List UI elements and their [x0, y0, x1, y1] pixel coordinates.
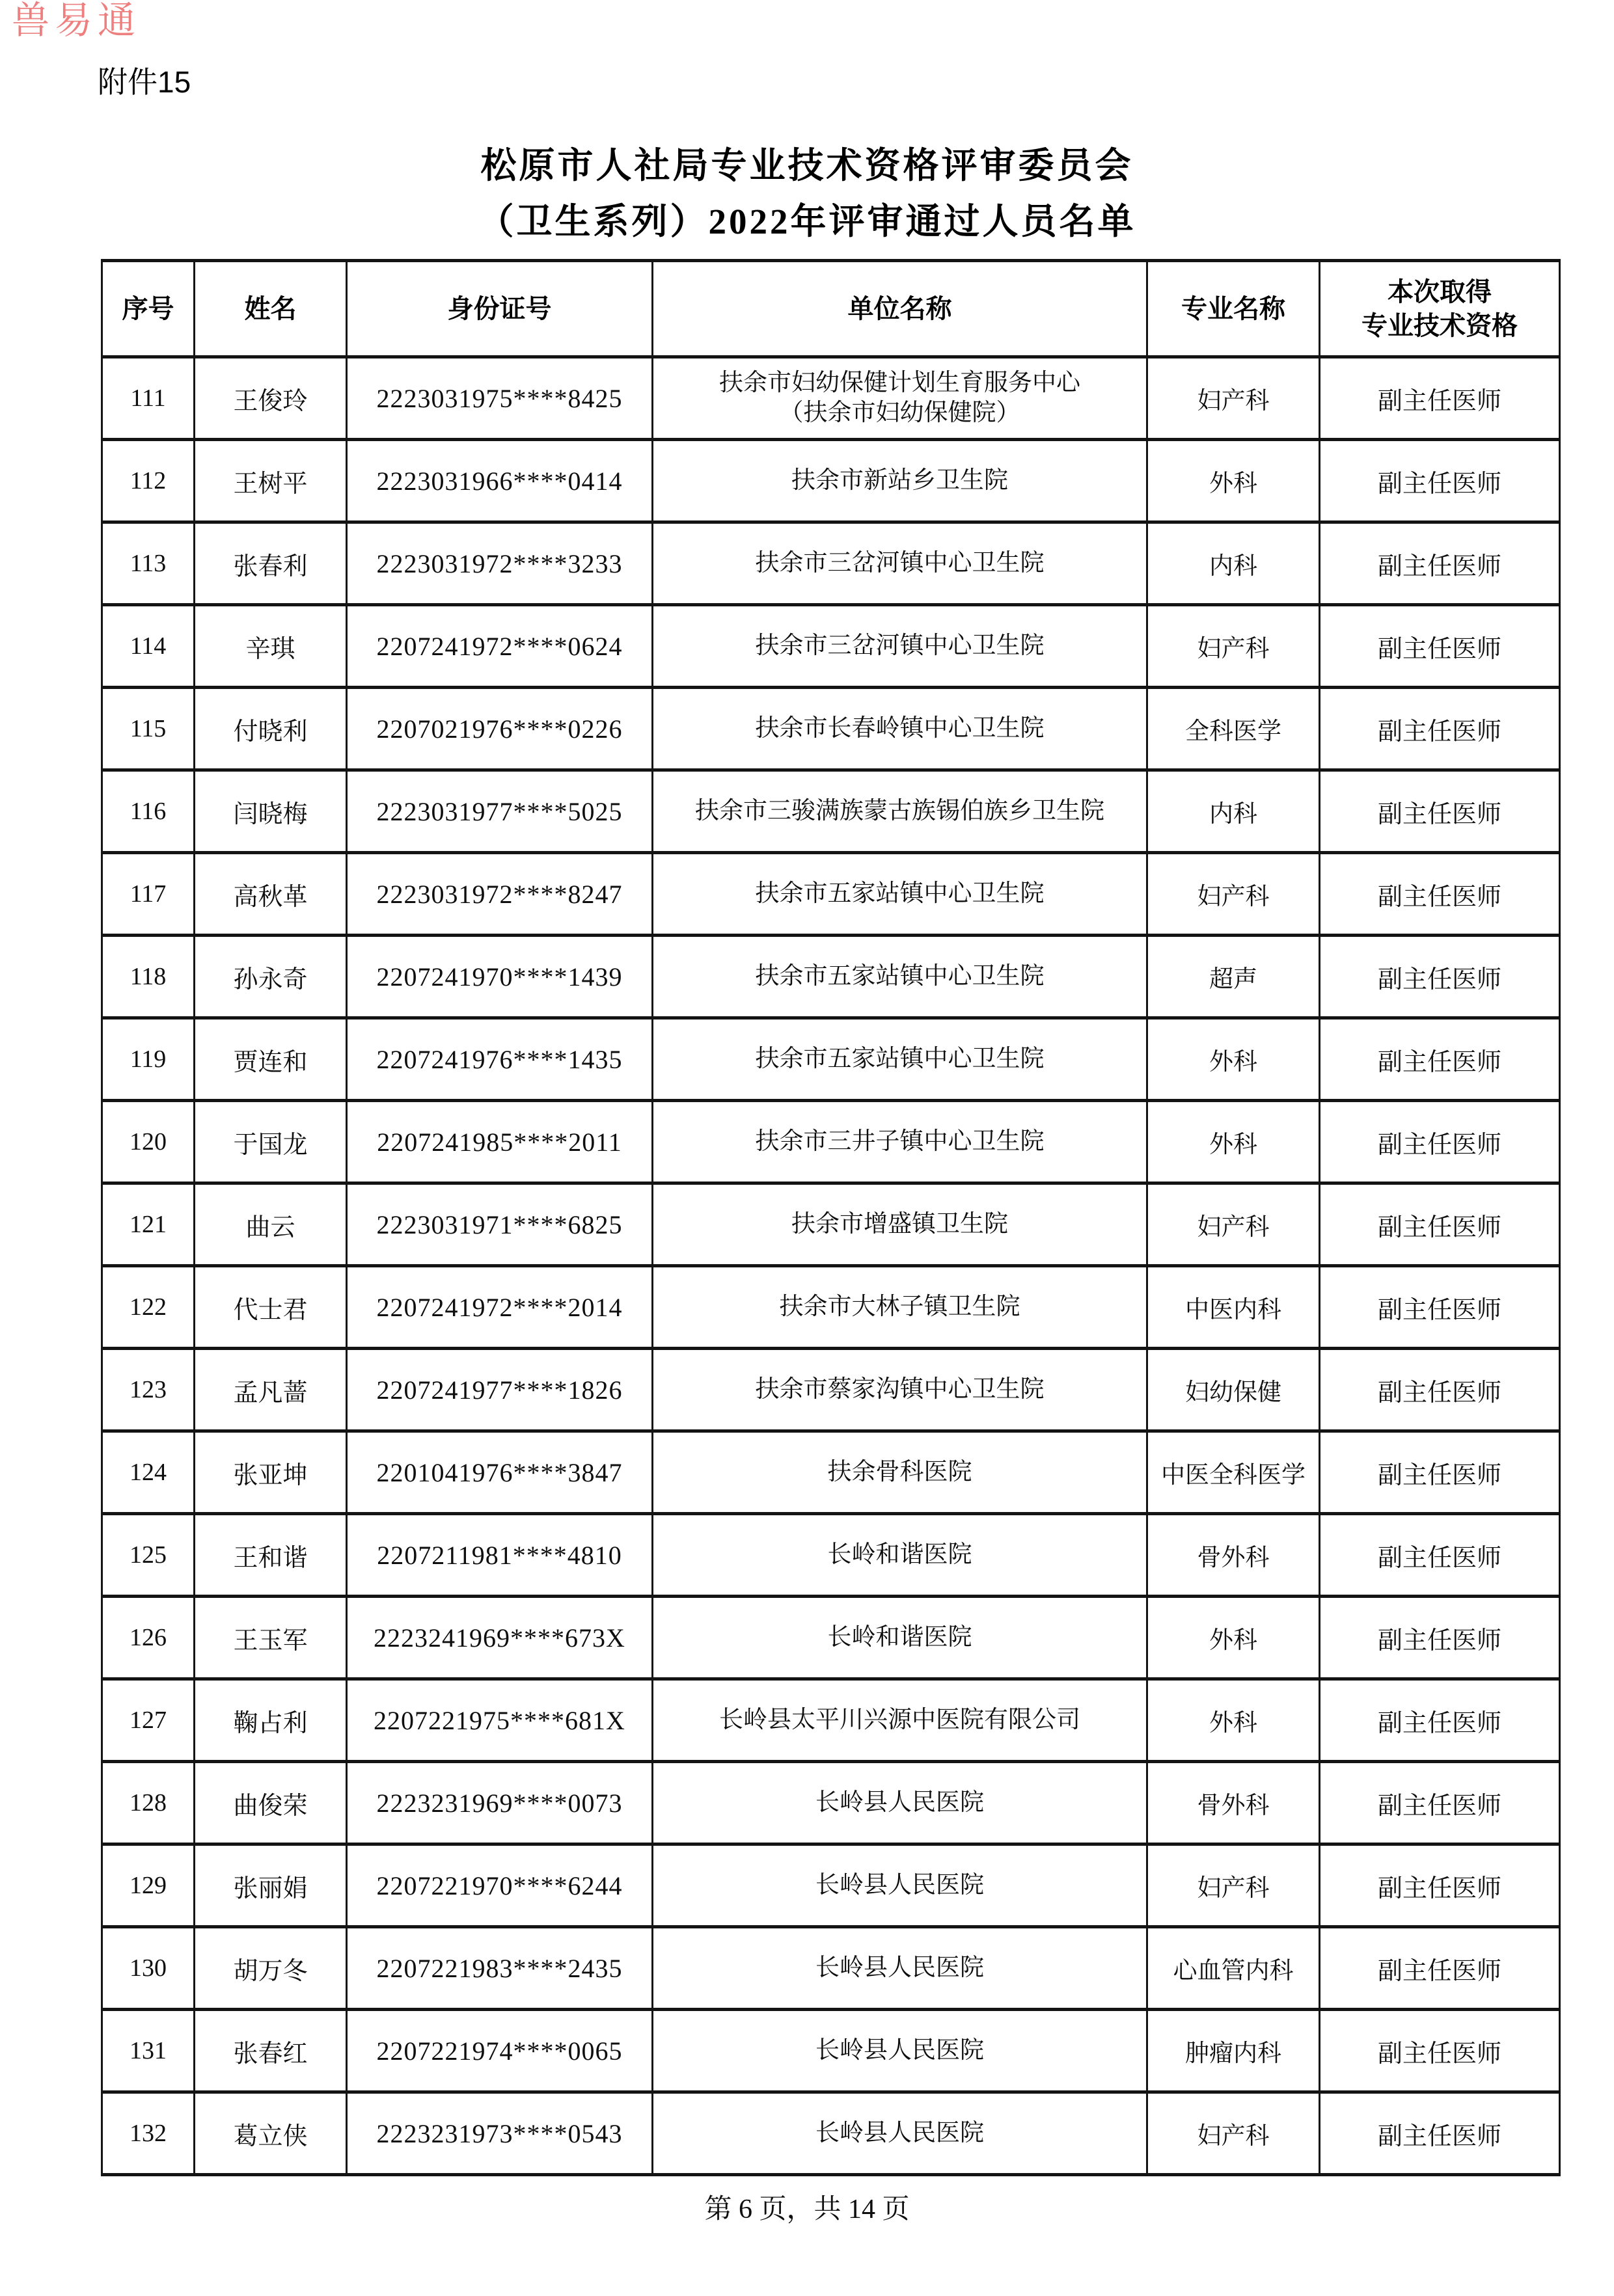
table-row: [102, 853, 1560, 936]
cell-specialty: 中医全科医学: [1147, 1431, 1320, 1514]
cell-id-number: 2207021976****0226: [347, 688, 653, 770]
cell-id-number: 2207221974****0065: [347, 2010, 653, 2092]
cell-unit: [653, 2092, 1147, 2175]
cell-serial: 119: [102, 1018, 195, 1101]
cell-qualification: 副主任医师: [1320, 1431, 1560, 1514]
cell-id-number: 2207221975****681X: [347, 1679, 653, 1762]
table-row: [102, 1018, 1560, 1101]
cell-specialty: 妇幼保健: [1147, 1349, 1320, 1431]
cell-specialty: 妇产科: [1147, 1844, 1320, 1927]
cell-id-number: 2223231973****0543: [347, 2092, 653, 2175]
cell-qualification: 副主任医师: [1320, 853, 1560, 936]
cell-name: 张春红: [195, 2010, 347, 2092]
cell-name: 曲俊荣: [195, 1762, 347, 1844]
attachment-label: 附件15: [98, 65, 191, 99]
unit-name-line1: 扶余市三岔河镇中心卫生院: [755, 632, 1045, 659]
cell-serial: 122: [102, 1266, 195, 1349]
cell-name: 张亚坤: [195, 1431, 347, 1514]
cell-qualification: 副主任医师: [1320, 1018, 1560, 1101]
unit-name-line1: 扶余市三骏满族蒙古族锡伯族乡卫生院: [695, 797, 1104, 824]
cell-serial: 127: [102, 1679, 195, 1762]
cell-qualification: 副主任医师: [1320, 1679, 1560, 1762]
table-row: [102, 1597, 1560, 1679]
cell-name: 闫晓梅: [195, 770, 347, 853]
cell-id-number: 2223031971****6825: [347, 1183, 653, 1266]
cell-name: 高秋革: [195, 853, 347, 936]
table-body: [102, 357, 1560, 2175]
unit-name-line1: 长岭和谐医院: [827, 1541, 972, 1568]
cell-name: 葛立侠: [195, 2092, 347, 2175]
cell-id-number: 2207211981****4810: [347, 1514, 653, 1597]
cell-specialty: 内科: [1147, 770, 1320, 853]
header-qualification-line1: 本次取得: [1388, 277, 1492, 306]
cell-specialty: 心血管内科: [1147, 1927, 1320, 2010]
table-row: [102, 1514, 1560, 1597]
cell-name: 贾连和: [195, 1018, 347, 1101]
cell-qualification: 副主任医师: [1320, 936, 1560, 1018]
cell-unit: [653, 1927, 1147, 2010]
unit-name-line1: 扶余市新站乡卫生院: [791, 466, 1008, 494]
cell-qualification: 副主任医师: [1320, 440, 1560, 522]
cell-unit: [653, 936, 1147, 1018]
cell-specialty: 妇产科: [1147, 1183, 1320, 1266]
cell-specialty: 妇产科: [1147, 853, 1320, 936]
cell-unit: [653, 522, 1147, 605]
unit-name-line1: 扶余骨科医院: [827, 1458, 972, 1485]
cell-qualification: 副主任医师: [1320, 688, 1560, 770]
cell-name: 付晓利: [195, 688, 347, 770]
cell-serial: 120: [102, 1101, 195, 1183]
cell-serial: 125: [102, 1514, 195, 1597]
cell-serial: 132: [102, 2092, 195, 2175]
cell-name: 辛琪: [195, 605, 347, 688]
cell-name: 鞠占利: [195, 1679, 347, 1762]
header-qualification-line2: 专业技术资格: [1361, 310, 1518, 340]
cell-unit: [653, 1101, 1147, 1183]
unit-name-line1: 长岭县人民医院: [815, 2119, 984, 2146]
table-row: [102, 357, 1560, 440]
cell-serial: 116: [102, 770, 195, 853]
table-row: [102, 1927, 1560, 2010]
cell-id-number: 2207241977****1826: [347, 1349, 653, 1431]
cell-id-number: 2223231969****0073: [347, 1762, 653, 1844]
cell-id-number: 2207221970****6244: [347, 1844, 653, 1927]
cell-unit: [653, 1762, 1147, 1844]
cell-unit: [653, 2010, 1147, 2092]
cell-id-number: 2223241969****673X: [347, 1597, 653, 1679]
cell-id-number: 2223031975****8425: [347, 357, 653, 440]
cell-specialty: 外科: [1147, 1018, 1320, 1101]
cell-qualification: 副主任医师: [1320, 1183, 1560, 1266]
cell-name: 张春利: [195, 522, 347, 605]
cell-specialty: 妇产科: [1147, 605, 1320, 688]
table-row: [102, 1431, 1560, 1514]
unit-name-line1: 扶余市五家站镇中心卫生院: [755, 1045, 1045, 1072]
unit-name-line1: 扶余市妇幼保健计划生育服务中心: [719, 369, 1080, 396]
cell-id-number: 2223031966****0414: [347, 440, 653, 522]
unit-name-line1: 长岭县太平川兴源中医院有限公司: [719, 1706, 1080, 1733]
table-row: [102, 1762, 1560, 1844]
cell-qualification: 副主任医师: [1320, 522, 1560, 605]
table-row: [102, 2010, 1560, 2092]
cell-unit: [653, 1183, 1147, 1266]
cell-id-number: 2207241972****2014: [347, 1266, 653, 1349]
document-title-line1: 松原市人社局专业技术资格评审委员会: [480, 146, 1134, 185]
cell-specialty: 外科: [1147, 1597, 1320, 1679]
cell-unit: [653, 1597, 1147, 1679]
cell-unit: [653, 440, 1147, 522]
unit-name-line1: 扶余市三岔河镇中心卫生院: [755, 549, 1045, 576]
cell-specialty: 中医内科: [1147, 1266, 1320, 1349]
cell-serial: 121: [102, 1183, 195, 1266]
cell-specialty: 肿瘤内科: [1147, 2010, 1320, 2092]
cell-id-number: 2207221983****2435: [347, 1927, 653, 2010]
unit-name-line1: 扶余市长春岭镇中心卫生院: [755, 714, 1045, 742]
cell-serial: 128: [102, 1762, 195, 1844]
watermark: 兽易通: [12, 0, 141, 42]
document-title-line2: （卫生系列）2022年评审通过人员名单: [478, 202, 1136, 241]
header-id-number: 身份证号: [347, 261, 653, 357]
cell-id-number: 2201041976****3847: [347, 1431, 653, 1514]
unit-name-line1: 扶余市五家站镇中心卫生院: [755, 962, 1045, 990]
cell-qualification: 副主任医师: [1320, 770, 1560, 853]
cell-unit: [653, 853, 1147, 936]
cell-specialty: 骨外科: [1147, 1762, 1320, 1844]
cell-qualification: 副主任医师: [1320, 1514, 1560, 1597]
cell-specialty: 外科: [1147, 440, 1320, 522]
cell-unit: [653, 1266, 1147, 1349]
table-row: [102, 2092, 1560, 2175]
cell-serial: 114: [102, 605, 195, 688]
header-unit: 单位名称: [653, 261, 1147, 357]
cell-name: 曲云: [195, 1183, 347, 1266]
cell-id-number: 2223031977****5025: [347, 770, 653, 853]
table-row: [102, 1101, 1560, 1183]
unit-name-line1: 长岭县人民医院: [815, 2036, 984, 2064]
cell-id-number: 2207241970****1439: [347, 936, 653, 1018]
unit-name-line1: 扶余市增盛镇卫生院: [791, 1210, 1008, 1237]
cell-qualification: 副主任医师: [1320, 1349, 1560, 1431]
cell-unit: [653, 1679, 1147, 1762]
cell-qualification: 副主任医师: [1320, 2010, 1560, 2092]
cell-unit: [653, 1349, 1147, 1431]
table-row: [102, 440, 1560, 522]
cell-id-number: 2207241985****2011: [347, 1101, 653, 1183]
header-serial: 序号: [102, 261, 195, 357]
cell-name: 孙永奇: [195, 936, 347, 1018]
unit-name-line1: 扶余市大林子镇卫生院: [779, 1293, 1020, 1320]
cell-qualification: 副主任医师: [1320, 1101, 1560, 1183]
cell-serial: 124: [102, 1431, 195, 1514]
cell-qualification: 副主任医师: [1320, 357, 1560, 440]
table-row: [102, 605, 1560, 688]
table-row: [102, 1183, 1560, 1266]
cell-serial: 112: [102, 440, 195, 522]
cell-unit: [653, 770, 1147, 853]
unit-name-line1: 长岭县人民医院: [815, 1789, 984, 1816]
cell-unit: [653, 1018, 1147, 1101]
cell-qualification: 副主任医师: [1320, 1762, 1560, 1844]
table-row: [102, 522, 1560, 605]
cell-name: 王和谐: [195, 1514, 347, 1597]
unit-name-line1: 长岭和谐医院: [827, 1623, 972, 1651]
cell-id-number: 2207241976****1435: [347, 1018, 653, 1101]
cell-name: 王玉军: [195, 1597, 347, 1679]
cell-unit: [653, 1844, 1147, 1927]
cell-specialty: 全科医学: [1147, 688, 1320, 770]
cell-unit: [653, 688, 1147, 770]
cell-serial: 123: [102, 1349, 195, 1431]
cell-qualification: 副主任医师: [1320, 1927, 1560, 2010]
header-qualification: [1320, 261, 1560, 357]
table-row: [102, 1266, 1560, 1349]
table-row: [102, 1679, 1560, 1762]
cell-serial: 115: [102, 688, 195, 770]
table-row: [102, 936, 1560, 1018]
header-row: [102, 261, 1560, 357]
table-row: [102, 688, 1560, 770]
page-footer: 第 6 页，共 14 页: [704, 2195, 910, 2224]
cell-specialty: 骨外科: [1147, 1514, 1320, 1597]
cell-unit: [653, 1431, 1147, 1514]
cell-serial: 117: [102, 853, 195, 936]
cell-specialty: 外科: [1147, 1101, 1320, 1183]
cell-name: 王树平: [195, 440, 347, 522]
header-specialty: 专业名称: [1147, 261, 1320, 357]
cell-serial: 113: [102, 522, 195, 605]
cell-unit: [653, 1514, 1147, 1597]
personnel-table: [101, 259, 1561, 2176]
table-row: [102, 1844, 1560, 1927]
cell-serial: 111: [102, 357, 195, 440]
cell-name: 代士君: [195, 1266, 347, 1349]
cell-unit: [653, 357, 1147, 440]
cell-serial: 131: [102, 2010, 195, 2092]
cell-qualification: 副主任医师: [1320, 605, 1560, 688]
cell-name: 张丽娟: [195, 1844, 347, 1927]
unit-name-line2: （扶余市妇幼保健院）: [779, 399, 1020, 426]
cell-serial: 118: [102, 936, 195, 1018]
cell-specialty: 妇产科: [1147, 2092, 1320, 2175]
cell-specialty: 妇产科: [1147, 357, 1320, 440]
unit-name-line1: 扶余市五家站镇中心卫生院: [755, 880, 1045, 907]
cell-name: 于国龙: [195, 1101, 347, 1183]
cell-specialty: 外科: [1147, 1679, 1320, 1762]
cell-id-number: 2223031972****3233: [347, 522, 653, 605]
cell-name: 王俊玲: [195, 357, 347, 440]
cell-name: 胡万冬: [195, 1927, 347, 2010]
table-row: [102, 1349, 1560, 1431]
cell-specialty: 内科: [1147, 522, 1320, 605]
table-row: [102, 770, 1560, 853]
cell-qualification: 副主任医师: [1320, 1597, 1560, 1679]
unit-name-line1: 扶余市三井子镇中心卫生院: [755, 1128, 1045, 1155]
cell-serial: 126: [102, 1597, 195, 1679]
unit-name-line1: 扶余市蔡家沟镇中心卫生院: [755, 1375, 1045, 1403]
cell-qualification: 副主任医师: [1320, 1844, 1560, 1927]
cell-serial: 130: [102, 1927, 195, 2010]
unit-name-line1: 长岭县人民医院: [815, 1871, 984, 1898]
header-name: 姓名: [195, 261, 347, 357]
cell-id-number: 2223031972****8247: [347, 853, 653, 936]
cell-id-number: 2207241972****0624: [347, 605, 653, 688]
cell-name: 孟凡蔷: [195, 1349, 347, 1431]
unit-name-line1: 长岭县人民医院: [815, 1954, 984, 1981]
cell-qualification: 副主任医师: [1320, 2092, 1560, 2175]
cell-serial: 129: [102, 1844, 195, 1927]
cell-specialty: 超声: [1147, 936, 1320, 1018]
cell-qualification: 副主任医师: [1320, 1266, 1560, 1349]
cell-unit: [653, 605, 1147, 688]
